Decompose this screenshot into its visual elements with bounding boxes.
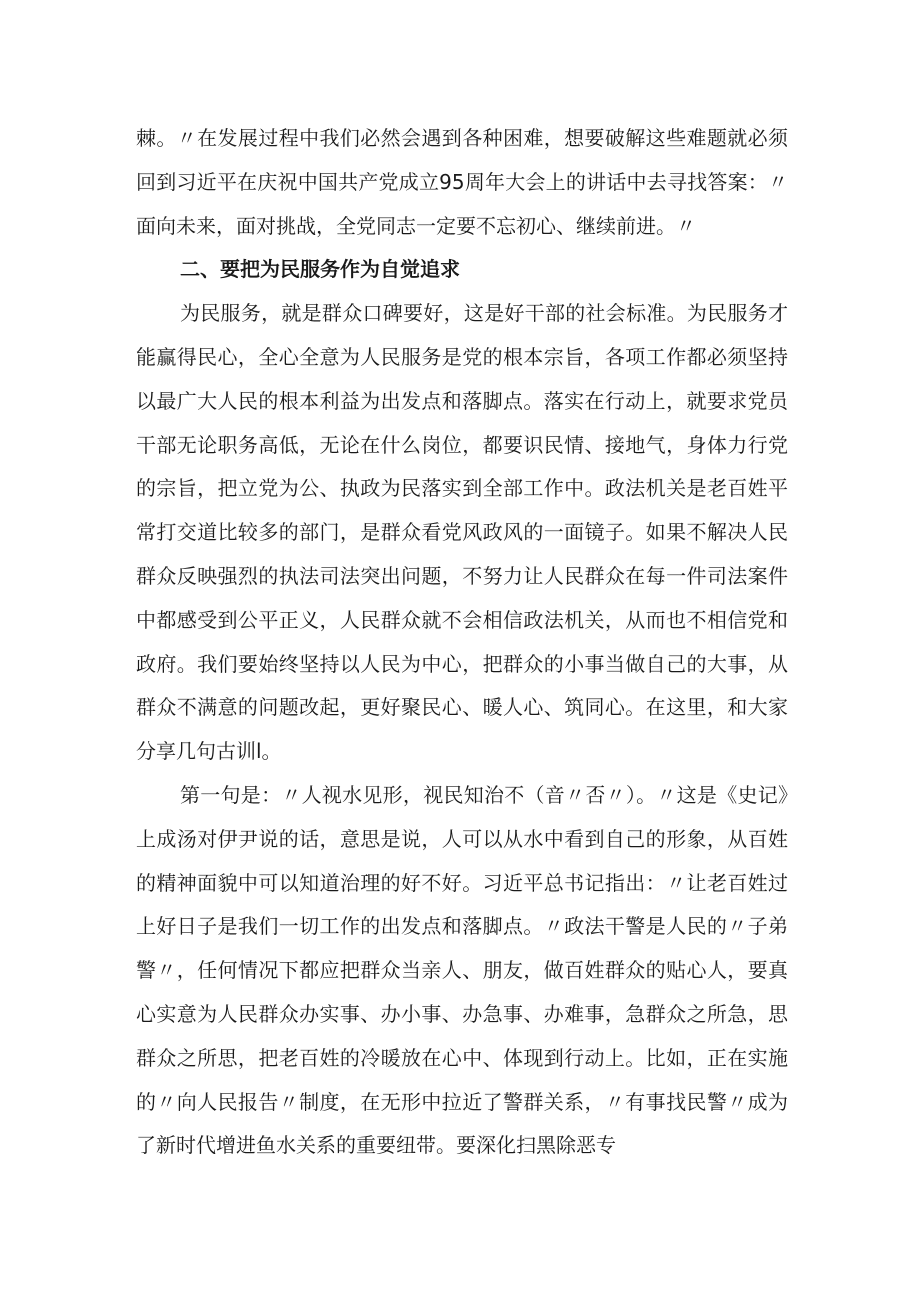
document-body [136,117,788,1168]
paragraph-service: 为民服务，就是群众口碑要好，这是好干部的社会标准。为民服务才能赢得民心，全心全意为人民服务是党的根本宗旨，各项工作都必须坚持以最广大人民的根本利益为出发点和落脚点。落实在行动上，就要求党员干部无论职务高低，无论在什么岗位，都要识民情、接地气，身体力行党的宗旨，把立党为公、执政为民落实到全部工作中。政法机关是老百姓平常打交道比较多的部门，是群众看党风政风的一面镜子。如果不解决人民群众反映强烈的执法司法突出问题，不努力让人民群众在每一件司法案件中都感受到公平正义，人民群众就不会相信政法机关，从而也不相信党和政府。我们要始终坚持以人民为中心，把群众的小事当做自己的大事，从群众不满意的问题改起，更好聚民心、暖人心、筑同心。在这里，和大家分享几句古训l。 [136,301,788,764]
section-heading: 二、要把为民服务作为自觉追求 [180,257,460,282]
paragraph-first-saying: 第一句是：〃人视水见形，视民知治不（音〃否〃）。〃这是《史记》上成汤对伊尹说的话，意思是说，人可以从水中看到自己的形象，从百姓的精神面貌中可以知道治理的好不好。习近平总书记指出：〃让老百姓过上好日子是我们一切工作的出发点和落脚点。〃政法干警是人民的〃子弟警〃，任何情况下都应把群众当亲人、朋友，做百姓群众的贴心人，要真心实意为人民群众办实事、办小事、办急事、办难事，急群众之所急，思群众之所思，把老百姓的冷暖放在心中、体现到行动上。比如，正在实施的〃向人民报告〃制度，在无形中拉近了警群关系，〃有事找民警〃成为了新时代增进鱼水关系的重要纽带。要深化扫黑除恶专 [136,782,788,1158]
paragraph-continuation: 棘。〃在发展过程中我们必然会遇到各种困难，想要破解这些难题就必须回到习近平在庆祝中国共产党成立95周年大会上的讲话中去寻找答案：〃面向未来，面对挑战，全党同志一定要不忘初心、继续前进。〃 [136,126,788,238]
